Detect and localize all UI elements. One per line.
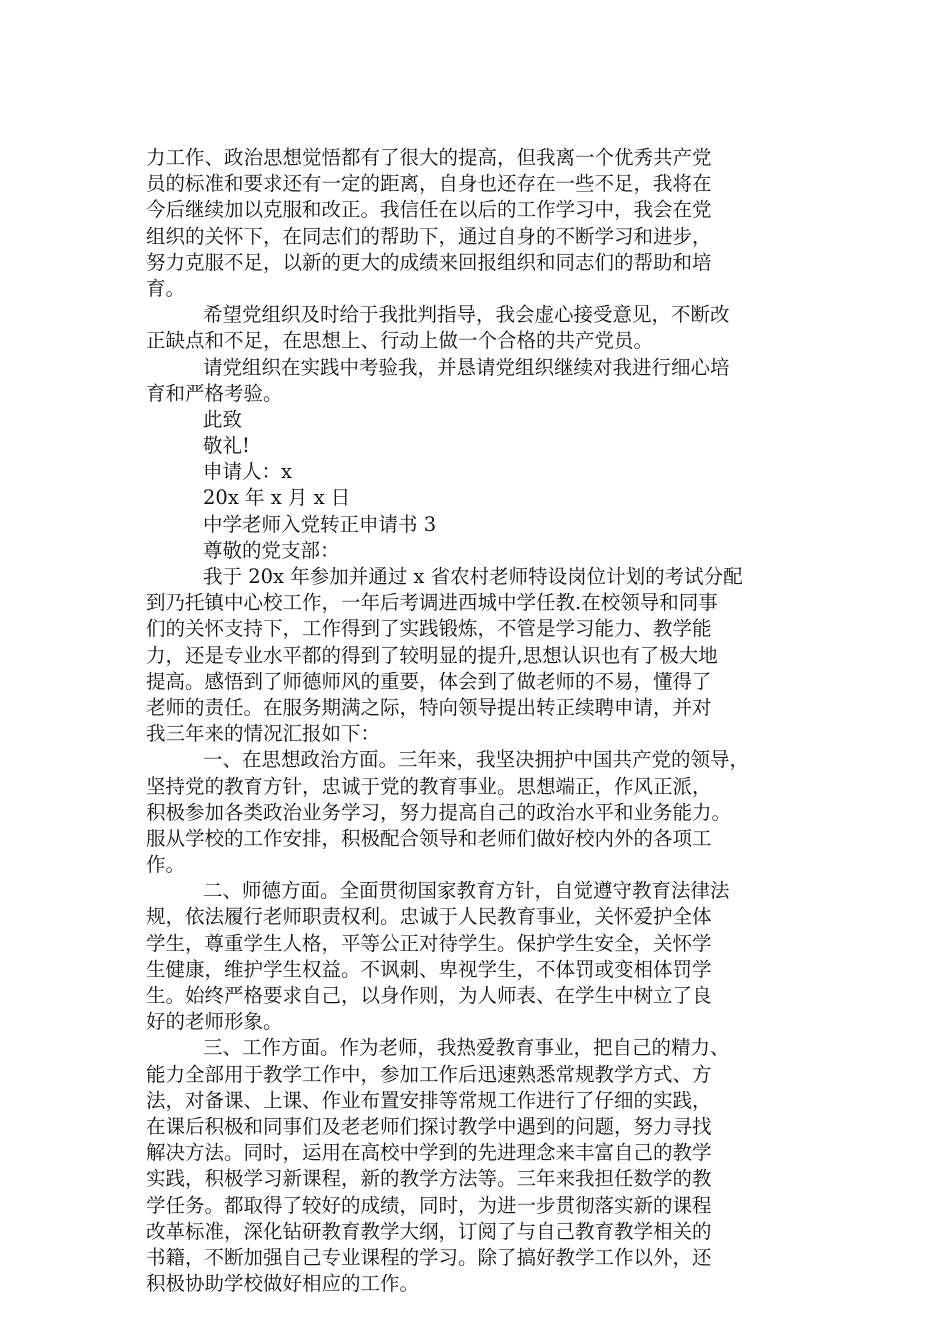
text-line: 到乃托镇中心校工作，一年后考调进西城中学任教.在校领导和同事 <box>146 591 718 615</box>
text-line: 书籍，不断加强自己专业课程的学习。除了搞好教学工作以外，还 <box>146 1245 712 1269</box>
text-line: 解决方法。同时，运用在高校中学到的先进理念来丰富自己的教学 <box>146 1141 712 1165</box>
text-line: 我于 20x 年参加并通过 x 省农村老师特设岗位计划的考试分配 <box>203 565 743 588</box>
text-line: 生。始终严格要求自己，以身作则，为人师表、在学生中树立了良 <box>146 984 712 1007</box>
text-line: 申请人：x <box>203 460 292 484</box>
text-line: 希望党组织及时给于我批判指导，我会虚心接受意见，不断改 <box>203 303 730 327</box>
text-line: 提高。感悟到了师德师风的重要，体会到了做老师的不易，懂得了 <box>146 669 712 693</box>
text-line: 规，依法履行老师职责权利。忠诚于人民教育事业，关怀爱护全体 <box>146 905 712 929</box>
text-line: 积极参加各类政治业务学习，努力提高自己的政治水平和业务能力。 <box>146 800 732 824</box>
text-line: 服从学校的工作安排，积极配合领导和老师们做好校内外的各项工 <box>146 826 712 850</box>
text-line: 坚持党的教育方针，忠诚于党的教育事业。思想端正，作风正派， <box>146 774 712 798</box>
text-line: 好的老师形象。 <box>146 1010 283 1034</box>
text-line: 员的标准和要求还有一定的距离，自身也还存在一些不足，我将在 <box>146 172 712 196</box>
text-line: 育。 <box>146 276 186 300</box>
text-line: 20x 年 x 月 x 日 <box>203 486 351 510</box>
text-line: 一、在思想政治方面。三年来，我坚决拥护中国共产党的领导， <box>203 748 750 772</box>
document-body <box>146 145 814 1297</box>
text-line: 此致 <box>203 407 243 431</box>
text-line: 育和严格考验。 <box>146 381 283 405</box>
text-line: 三、工作方面。作为老师，我热爱教育事业，把自己的精力、 <box>203 1036 730 1060</box>
text-line: 今后继续加以克服和改正。我信任在以后的工作学习中，我会在党 <box>146 198 712 222</box>
text-line: 学生，尊重学生人格，平等公正对待学生。保护学生安全，关怀学 <box>146 931 712 955</box>
text-line: 改革标准，深化钻研教育教学大纲，订阅了与自己教育教学相关的 <box>146 1219 712 1243</box>
text-line: 力，还是专业水平都的得到了较明显的提升,思想认识也有了极大地 <box>146 643 718 667</box>
text-line: 法，对备课、上课、作业布置安排等常规工作进行了仔细的实践， <box>146 1088 712 1112</box>
text-line: 生健康，维护学生权益。不讽刺、卑视学生，不体罚或变相体罚学 <box>146 957 712 981</box>
text-line: 我三年来的情况汇报如下： <box>146 722 381 746</box>
text-line: 学任务。都取得了较好的成绩，同时，为进一步贯彻落实新的课程 <box>146 1193 712 1217</box>
text-line: 中学老师入党转正申请书 3 <box>203 512 437 536</box>
text-line: 在课后积极和同事们及老老师们探讨教学中遇到的问题，努力寻找 <box>146 1114 712 1138</box>
text-line: 努力克服不足，以新的更大的成绩来回报组织和同志们的帮助和培 <box>146 250 712 274</box>
text-line: 正缺点和不足，在思想上、行动上做一个合格的共产党员。 <box>146 329 654 353</box>
text-line: 二、师德方面。全面贯彻国家教育方针，自觉遵守教育法律法 <box>203 879 730 903</box>
text-line: 积极协助学校做好相应的工作。 <box>146 1272 420 1296</box>
text-line: 请党组织在实践中考验我，并恳请党组织继续对我进行细心培 <box>203 355 730 379</box>
text-line: 们的关怀支持下，工作得到了实践锻炼，不管是学习能力、教学能 <box>146 617 712 641</box>
text-line: 老师的责任。在服务期满之际，特向领导提出转正续聘申请，并对 <box>146 695 712 719</box>
text-line: 尊敬的党支部： <box>203 538 340 562</box>
text-line: 作。 <box>146 853 186 877</box>
text-line: 力工作、政治思想觉悟都有了很大的提高，但我离一个优秀共产党 <box>146 146 712 169</box>
text-line: 能力全部用于教学工作中，参加工作后迅速熟悉常规教学方式、方 <box>146 1062 712 1086</box>
text-line: 敬礼! <box>203 434 250 458</box>
text-line: 组织的关怀下，在同志们的帮助下，通过自身的不断学习和进步， <box>146 224 712 248</box>
text-line: 实践，积极学习新课程，新的教学方法等。三年来我担任数学的教 <box>146 1167 712 1191</box>
